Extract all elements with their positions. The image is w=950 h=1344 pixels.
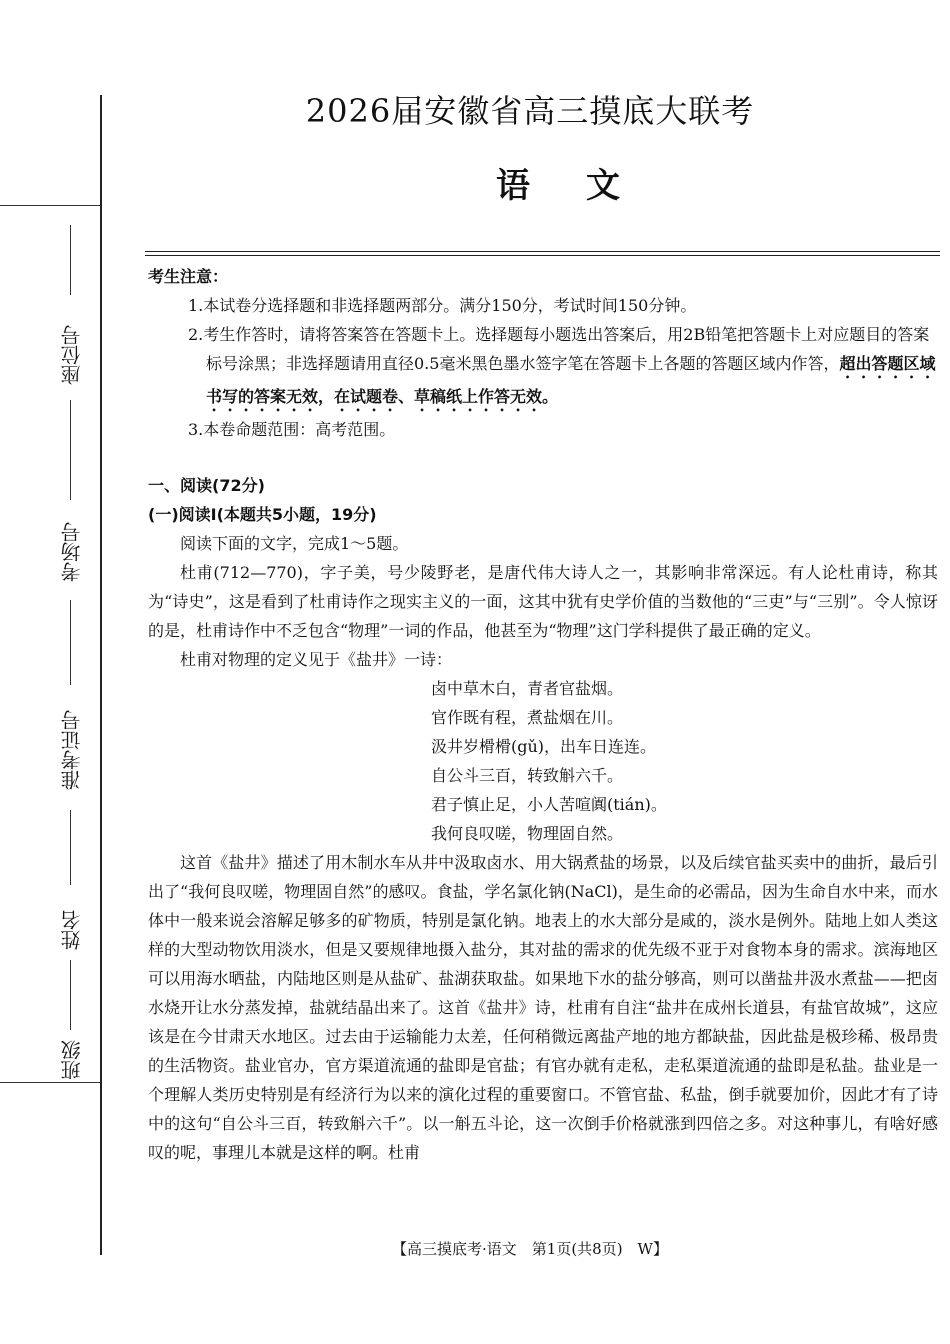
admission-number-label: 准考证号 (60, 710, 84, 790)
binding-divider-top (0, 205, 100, 206)
binding-line (100, 95, 102, 1255)
name-blank (70, 810, 71, 885)
seat-number-label: 座位号 (60, 325, 84, 385)
binding-margin (0, 0, 104, 1344)
section-instruction: 阅读下面的文字，完成1～5题。 (180, 534, 409, 553)
passage-paragraph-3: 这首《盐井》描述了用木制水车从井中汲取卤水、用大锅煮盐的场景，以及后续官盐买卖中的曲折，最后引出了“我何良叹嗟，物理固自然”的感叹。食盐，学名氯化钠(NaCl)，是生命的必需品，因为生命自水中来，而水体中一般来说会溶解足够多的矿物质，特别是氯化钠。地表上的水大部分是咸的，淡水是例外。陆地上如人类这样的大型动物饮用淡水，但是又要规律地摄入盐分，其对盐的需求的优先级不亚于对食物本身的需求。滨海地区可以用海水晒盐，内陆地区则是从盐矿、盐湖获取盐。如果地下水的盐分够高，则可以凿盐井汲水煮盐——把卤水烧开让水分蒸发掉，盐就结晶出来了。这首《盐井》诗，杜甫有自注“盐井在成州长道县，有盐官故城”，这应该是在今甘肃天水地区。过去由于运输能力太差，任何稍微远离盐产地的地方都缺盐，因此盐是极珍稀、极昂贵的生活物资。盐业官办，官方渠道流通的盐即是官盐；有官办就有走私，走私渠道流通的盐即是私盐。盐业是一个理解人类历史特别是有经济行为以来的演化过程的重要窗口。不管官盐、私盐，倒手就要加价，因此才有了诗中的这句“自公斗三百，转致斛六千”。以一斛五斗论，这一次倒手价格就涨到四倍之多。对这种事儿，有啥好感叹的呢，事理儿本就是这样的啊。杜甫 (148, 853, 938, 1162)
class-blank (70, 960, 71, 1030)
class-field[interactable] (52, 960, 92, 1120)
admission-number-blank (70, 600, 71, 685)
seat-number-blank (70, 225, 71, 295)
poem-line: 我何良叹嗟，物理固自然。 (431, 824, 624, 843)
class-label: 班级 (60, 1040, 84, 1080)
admission-number-field[interactable] (52, 600, 92, 790)
page-footer: 【高三摸底考·语文 第1页(共8页) W】 (392, 1240, 668, 1258)
exam-room-field[interactable] (52, 400, 92, 582)
poem-line: 自公斗三百，转致斛六千。 (431, 766, 624, 785)
passage-paragraph-1: 杜甫(712—770)，字子美，号少陵野老，是唐代伟大诗人之一，其影响非常深远。有人论杜甫诗，称其为“诗史”，这是看到了杜甫诗作之现实主义的一面，这其中犹有史学价值的当数他的“三吏”与“三别”。令人惊讶的是，杜甫诗作中不乏包含“物理”一词的作品，他甚至为“物理”这门学科提供了最正确的定义。 (148, 563, 938, 640)
section-subtitle: (一)阅读Ⅰ(本题共5小题，19分) (148, 505, 377, 524)
notice-item-2 (148, 320, 938, 415)
poem-line: 君子慎止足，小人苦喧阗(tián)。 (431, 795, 667, 814)
notice-item-2-text: 2.考生作答时，请将答案答在答题卡上。选择题每小题选出答案后，用2B铅笔把答题卡上对应题目的答案标号涂黑；非选择题请用直径0.5毫米黑色墨水签字笔在答题卡上各题的答题区域内作答， (188, 325, 930, 373)
poem-line: 卤中草木白，青者官盐烟。 (431, 679, 624, 698)
notice-item-1: 1.本试卷分选择题和非选择题两部分。满分150分，考试时间150分钟。 (188, 296, 697, 315)
section-gap (148, 444, 938, 471)
header-rule-top (145, 251, 940, 252)
notice-item-3: 3.本卷命题范围：高考范围。 (188, 420, 396, 439)
notice-heading: 考生注意： (148, 267, 229, 286)
header-rule-bottom (145, 255, 940, 256)
exam-room-blank (70, 400, 71, 500)
poem-line: 官作既有程，煮盐烟在川。 (431, 708, 624, 727)
name-label: 姓名 (60, 910, 84, 950)
passage-paragraph-2: 杜甫对物理的定义见于《盐井》一诗： (180, 650, 453, 669)
seat-number-field[interactable] (52, 225, 92, 385)
exam-title: 2026届安徽省高三摸底大联考 (305, 92, 755, 130)
poem-line: 汲井岁榾榾(gǔ)，出车日连连。 (431, 737, 657, 756)
section-title: 一、阅读(72分) (148, 476, 265, 495)
poem (148, 674, 938, 848)
exam-room-label: 考场号 (60, 522, 84, 582)
notice-emphasis: 超出答题区域书写的答案无效，在试题卷、草稿纸上作答无效。 (206, 354, 936, 406)
subject-title: 语文 (496, 166, 676, 206)
page-content (148, 262, 938, 1167)
name-field[interactable] (52, 810, 92, 970)
